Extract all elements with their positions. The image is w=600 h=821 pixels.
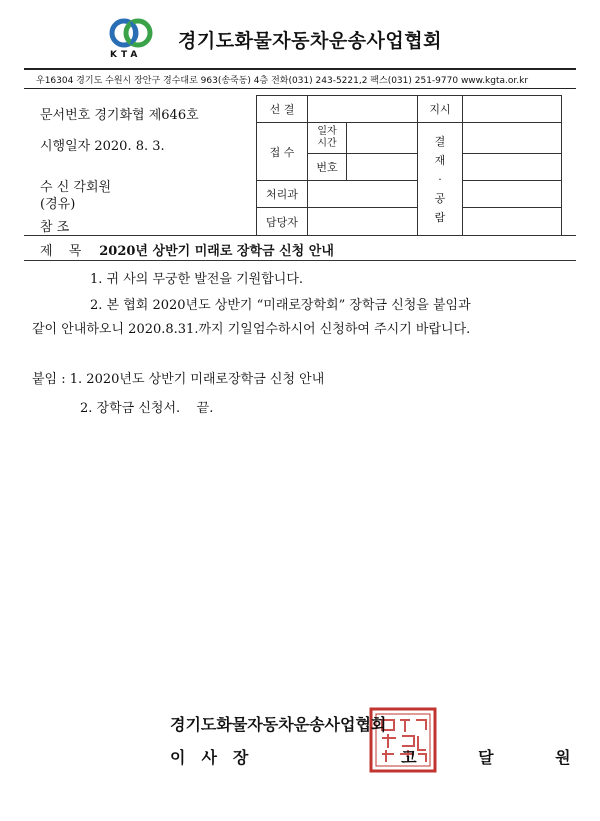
ilja-label: 일자 [317,126,337,137]
via: (경유) [40,197,76,212]
gyeoljae-cell-4 [463,208,562,236]
jisi-cell [463,96,562,123]
gyeoljae-cell-3 [463,181,562,208]
header-rule-top [24,68,576,70]
subject-text: 2020년 상반기 미래로 장학금 신청 안내 [99,244,334,259]
gyeol-char: 결 [434,134,446,148]
jeop-su-label: 접 수 [257,123,308,181]
jisi-label: 지시 [418,96,463,123]
ilja-cell [347,123,418,154]
recipient: 수 신 각회원 [40,180,112,195]
sigan-label: 시간 [317,138,337,149]
footer-ceo: 이사장 고 달 원 [170,748,587,767]
doc-number: 문서번호 경기화협 제646호 [40,108,199,123]
cheorigwa-cell [308,181,418,208]
reference: 참 조 [40,220,70,235]
body-line-1: 1. 귀 사의 무궁한 발전을 기원합니다. [90,272,304,287]
seon-gyeol-cell [308,96,418,123]
gyeoljae-cell-2 [463,154,562,181]
seon-gyeol-label: 선 결 [257,96,308,123]
footer-org-name: 경기도화물자동차운송사업협회 [170,715,387,734]
subject-rule-top [24,235,576,236]
beonho-cell [347,154,418,181]
subject-rule-bottom [24,260,576,261]
header-rule-bottom [24,88,576,89]
issue-date: 시행일자 2020. 8. 3. [40,139,165,154]
gong-char: 공 [434,191,446,205]
gyeoljae-cell-1 [463,123,562,154]
kta-logo-icon [108,18,154,48]
damdangja-cell [308,208,418,236]
logo-text: KTA [110,50,142,60]
attachment-2: 2. 장학금 신청서. 끝. [80,401,214,416]
gyeoljae-gongram-label [418,123,463,236]
approval-table [256,95,562,236]
ram-char: 람 [434,210,446,224]
dot-char: · [438,172,442,186]
damdangja-label: 담당자 [257,208,308,236]
subject [40,240,334,259]
jae-char: 재 [434,153,446,167]
subject-label: 제 목 [40,244,88,259]
body-line-2a: 2. 본 협회 2020년도 상반기 “미래로장학회” 장학금 신청을 붙임과 [90,298,471,313]
address-line: 우16304 경기도 수원시 장안구 경수대로 963(송죽동) 4층 전화(031) 243-5221,2 팩스(031) 251-9770 www.kgta.or.kr [36,76,529,86]
ilja-sigan-label [308,123,347,154]
body-line-2b: 같이 안내하오니 2020.8.31.까지 기일엄수하시어 신청하여 주시기 바랍니다. [32,322,471,337]
cheorigwa-label: 처리과 [257,181,308,208]
attachment-1: 붙임 : 1. 2020년도 상반기 미래로장학금 신청 안내 [32,372,325,387]
org-title: 경기도화물자동차운송사업협회 [178,30,442,52]
beonho-label: 번호 [308,154,347,181]
